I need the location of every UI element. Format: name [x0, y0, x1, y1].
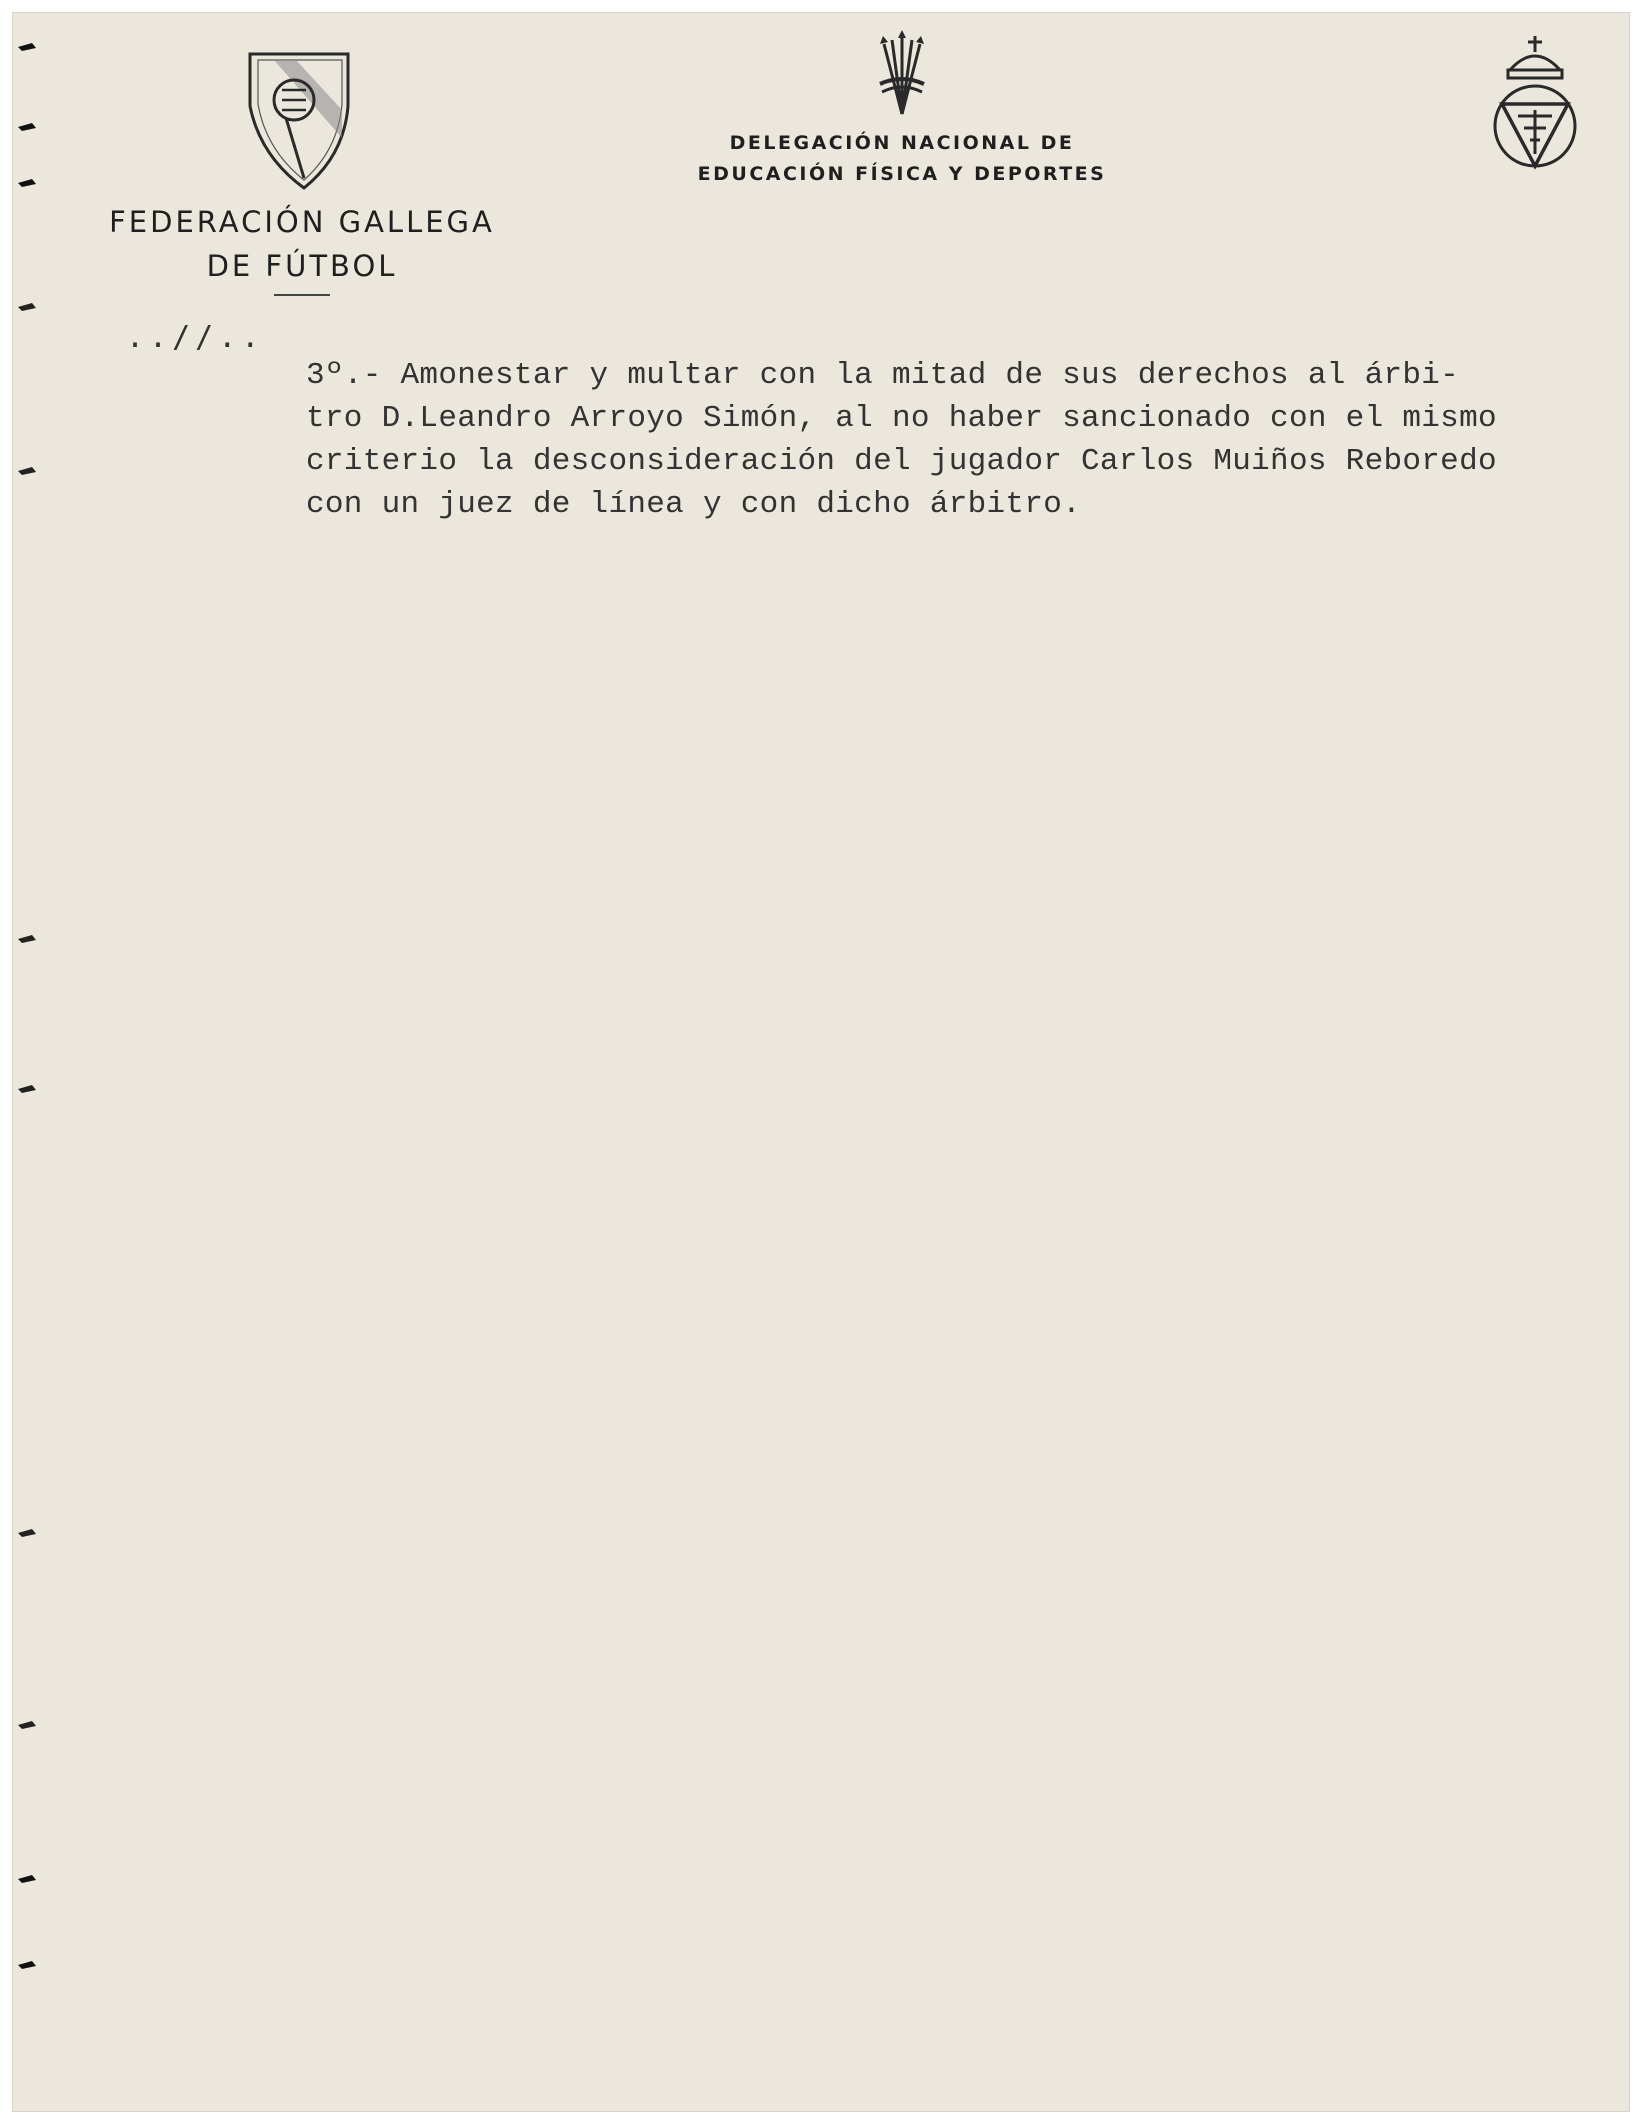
paragraph-line: 3º.- Amonestar y multar con la mitad de sus derechos al árbi- — [306, 358, 1460, 393]
delegation-name-line1: DELEGACIÓN NACIONAL DE — [729, 132, 1075, 154]
punch-mark — [18, 466, 36, 476]
punch-mark — [18, 122, 36, 132]
punch-mark — [18, 1874, 36, 1884]
paragraph-line: tro D.Leandro Arroyo Simón, al no haber sancionado con el mismo — [306, 401, 1497, 436]
federation-name-line1: FEDERACIÓN GALLEGA — [109, 205, 495, 239]
punch-mark — [18, 934, 36, 944]
punch-mark — [18, 302, 36, 312]
paragraph-line: con un juez de línea y con dicho árbitro. — [306, 487, 1082, 522]
continuation-marker: ..//.. — [126, 320, 265, 355]
galician-football-federation-crest-icon — [244, 46, 354, 196]
punch-mark — [18, 1084, 36, 1094]
punch-mark — [18, 1720, 36, 1730]
document-page — [12, 12, 1630, 2112]
punch-mark — [18, 1528, 36, 1538]
federation-name-line2: DE FÚTBOL — [206, 249, 398, 283]
spanish-football-federation-crown-crest-icon — [1480, 26, 1590, 186]
delegation-name-line2: EDUCACIÓN FÍSICA Y DEPORTES — [697, 163, 1107, 185]
resolution-paragraph — [306, 354, 1618, 526]
punch-mark — [18, 1960, 36, 1970]
federation-name — [92, 200, 512, 296]
punch-mark — [18, 178, 36, 188]
punch-mark — [18, 42, 36, 52]
delegation-name — [692, 128, 1112, 190]
yoke-and-arrows-emblem-icon — [874, 30, 930, 116]
paragraph-line: criterio la desconsideración del jugador Carlos Muiños Reboredo — [306, 444, 1497, 479]
federation-divider — [274, 294, 330, 296]
